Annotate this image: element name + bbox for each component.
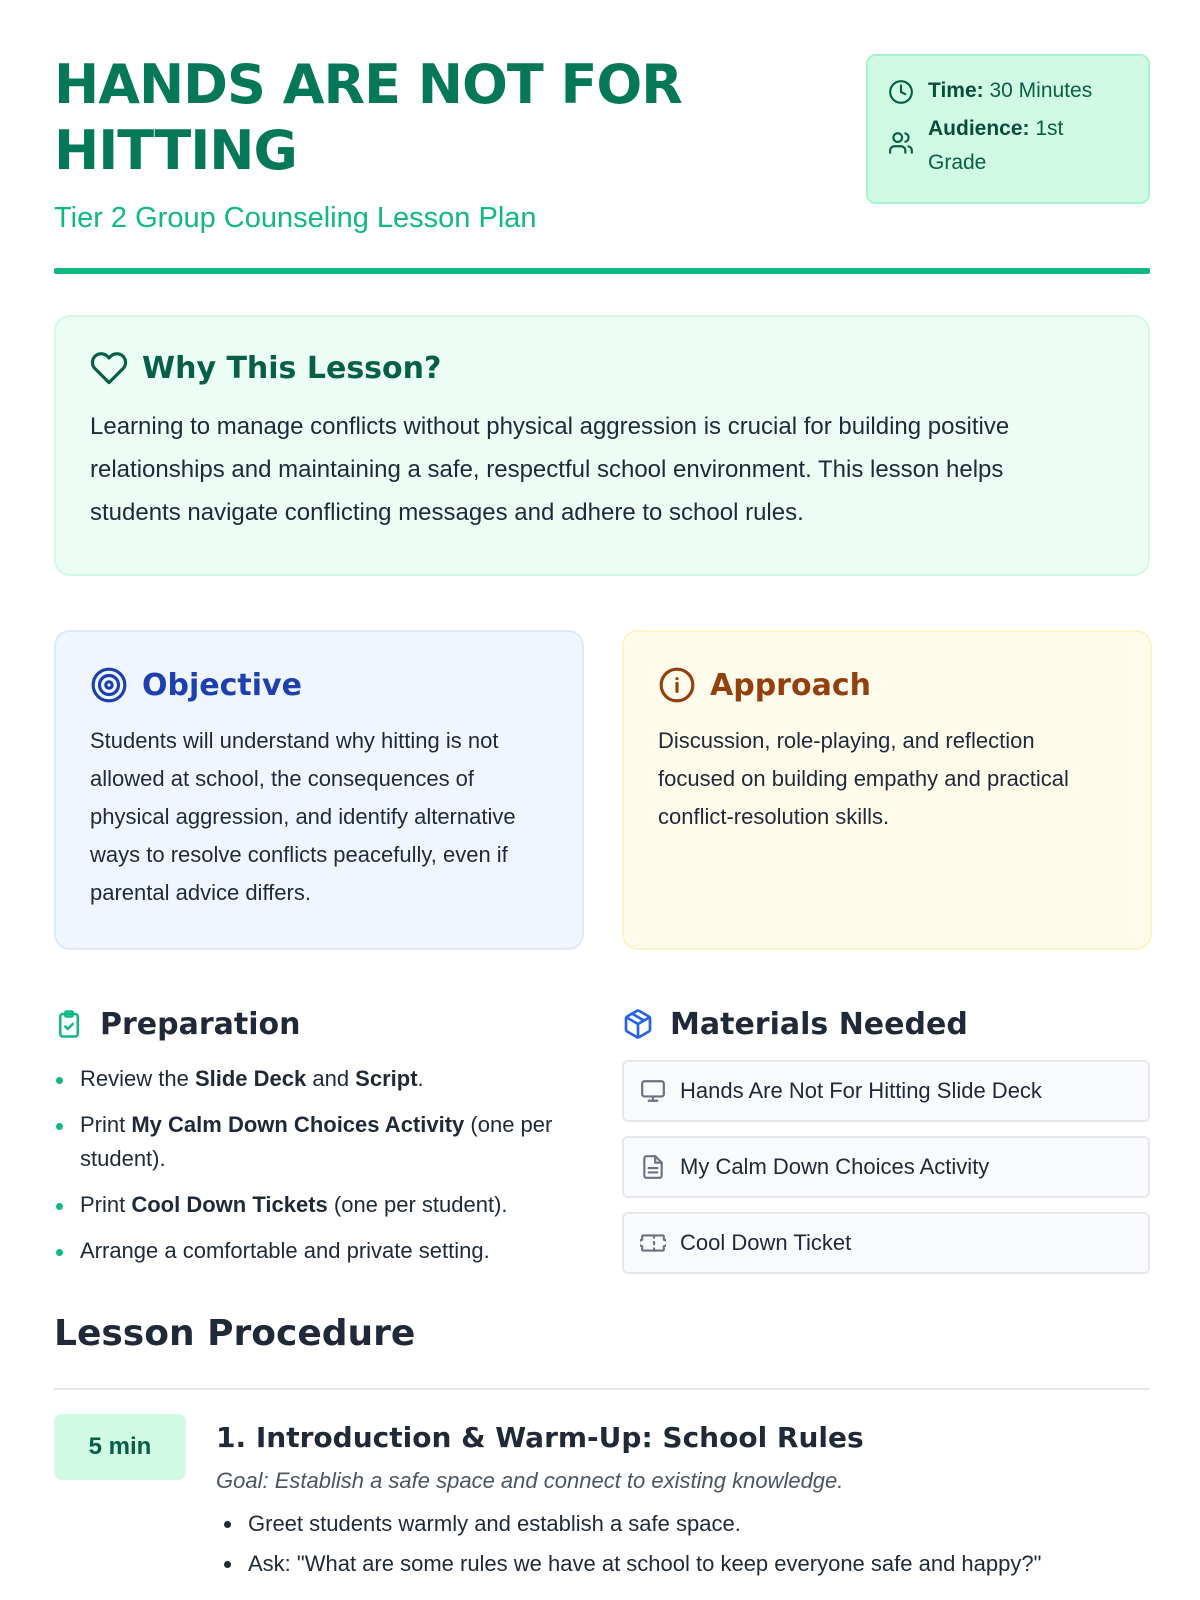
- procedure-heading: Lesson Procedure: [54, 1313, 416, 1354]
- why-this-lesson-section: [54, 315, 1150, 576]
- material-label: Hands Are Not For Hitting Slide Deck: [680, 1078, 1042, 1103]
- why-body: Learning to manage conflicts without physical aggression is crucial for building positive relationships and maintaining a safe, respectful school environment. This lesson helps students navigate conflicting messages and adhere to school rules.: [90, 413, 1010, 526]
- objective-card: [54, 630, 584, 950]
- document-icon: [640, 1154, 666, 1180]
- approach-card: [622, 630, 1152, 950]
- material-item-activity[interactable]: [622, 1136, 1150, 1198]
- info-icon: [658, 666, 696, 704]
- prep-item: Print My Calm Down Choices Activity (one per student).: [54, 1108, 584, 1176]
- ticket-icon: [640, 1230, 666, 1256]
- prep-item: Print Cool Down Tickets (one per student).: [54, 1188, 584, 1222]
- why-heading: Why This Lesson?: [142, 350, 442, 386]
- step-bullet: Ask: "What are some rules we have at school to keep everyone safe and happy?": [216, 1544, 1150, 1584]
- material-item-slide-deck[interactable]: [622, 1060, 1150, 1122]
- approach-body: Discussion, role-playing, and reflection focused on building empathy and practical conflict-resolution skills.: [658, 728, 1069, 829]
- audience-info: [888, 112, 1128, 180]
- lesson-header: [54, 52, 1150, 274]
- time-value: 30 Minutes: [989, 79, 1093, 102]
- materials-heading: Materials Needed: [670, 1006, 968, 1042]
- lesson-info-box: [866, 54, 1150, 204]
- heart-icon: [90, 349, 128, 387]
- target-icon: [90, 666, 128, 704]
- approach-heading: Approach: [710, 667, 871, 703]
- prep-item: Arrange a comfortable and private setting.: [54, 1234, 584, 1268]
- time-label: Time:: [928, 79, 984, 102]
- audience-value: 1st Grade: [928, 117, 1064, 174]
- procedure-step: [216, 1418, 1150, 1584]
- objective-body: Students will understand why hitting is not allowed at school, the consequences of physical aggression, and identify alternative ways to resolve conflicts peacefully, even if parental advice differs.: [90, 728, 516, 905]
- page-subtitle: Tier 2 Group Counseling Lesson Plan: [54, 202, 537, 234]
- material-item-ticket[interactable]: [622, 1212, 1150, 1274]
- step-title: 1. Introduction & Warm-Up: School Rules: [216, 1421, 864, 1454]
- monitor-icon: [640, 1078, 666, 1104]
- preparation-section: [54, 1002, 584, 1280]
- procedure-divider: [54, 1388, 1150, 1390]
- header-divider: [54, 268, 1150, 274]
- duration-badge: 5 min: [54, 1414, 186, 1480]
- clipboard-check-icon: [54, 1007, 84, 1041]
- audience-label: Audience:: [928, 117, 1030, 140]
- material-label: Cool Down Ticket: [680, 1230, 852, 1255]
- preparation-heading: Preparation: [100, 1006, 301, 1042]
- material-label: My Calm Down Choices Activity: [680, 1154, 990, 1179]
- page-title: HANDS ARE NOT FOR HITTING: [54, 53, 682, 182]
- users-icon: [888, 130, 914, 156]
- step-goal: Goal: Establish a safe space and connect to existing knowledge.: [216, 1468, 844, 1493]
- time-info: [888, 74, 1128, 108]
- prep-item: Review the Slide Deck and Script.: [54, 1062, 584, 1096]
- clock-icon: [888, 79, 914, 105]
- materials-section: [622, 1002, 1150, 1274]
- step-bullet: Greet students warmly and establish a safe space.: [216, 1504, 1150, 1544]
- package-icon: [622, 1008, 654, 1040]
- objective-heading: Objective: [142, 667, 302, 703]
